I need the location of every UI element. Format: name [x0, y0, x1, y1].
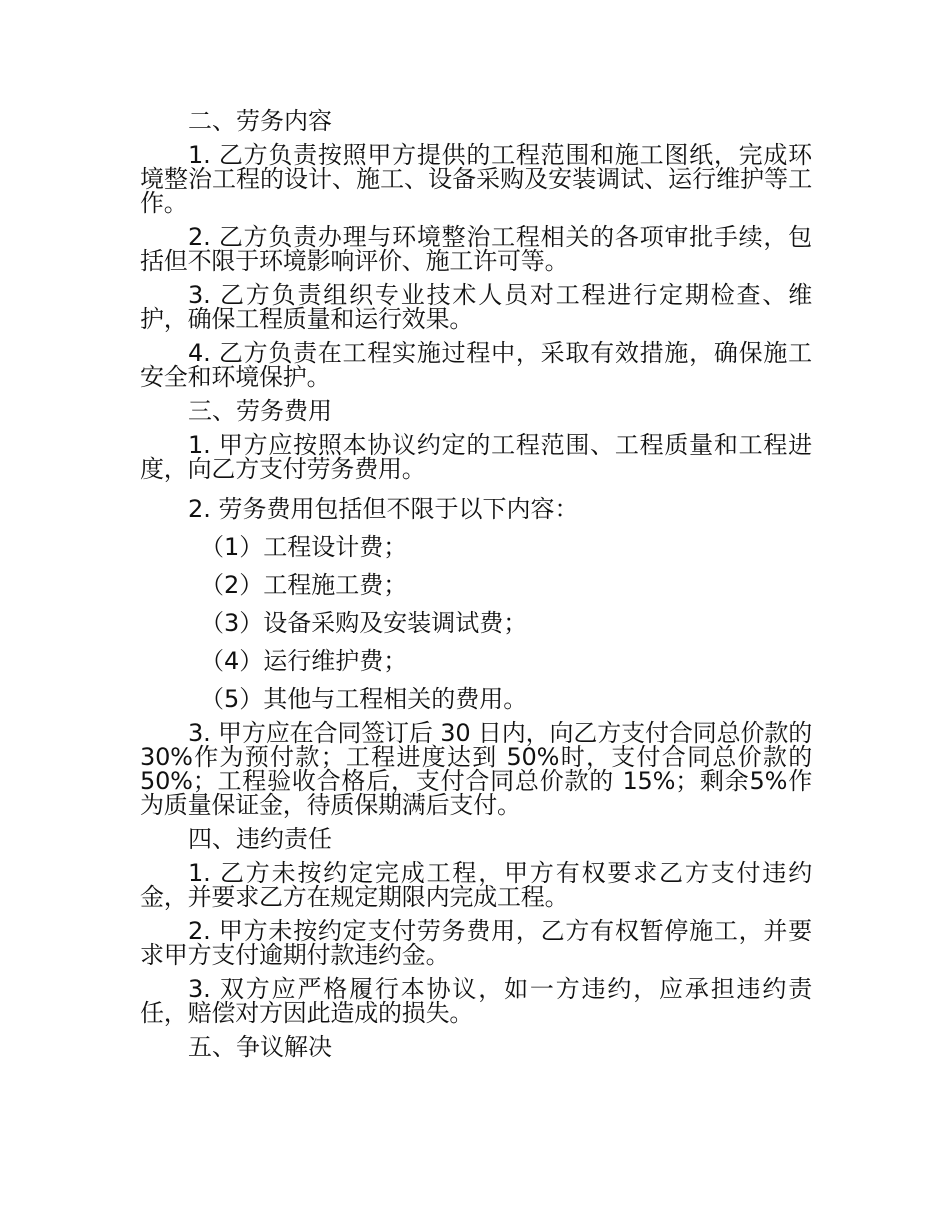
paragraph: 3. 甲方应在合同签订后 30 日内，向乙方支付合同总价款的 30%作为预付款；工程进度达到 50%时，支付合同总价款的 50%；工程验收合格后，支付合同总价款的 15%；剩余5%作为质量保证金，待质保期满后支付。 — [140, 719, 812, 819]
paragraph: 1. 乙方负责按照甲方提供的工程范围和施工图纸，完成环境整治工程的设计、施工、设备采购及安装调试、运行维护等工作。 — [140, 141, 812, 217]
paragraph: 3. 双方应严格履行本协议，如一方违约，应承担违约责任，赔偿对方因此造成的损失。 — [140, 975, 812, 1027]
list-item: （5）其他与工程相关的费用。 — [200, 685, 528, 713]
list-item: （3）设备采购及安装调试费； — [200, 609, 528, 637]
paragraph: 4. 乙方负责在工程实施过程中，采取有效措施，确保施工安全和环境保护。 — [140, 339, 812, 391]
document-body — [140, 103, 812, 1067]
list-item: （4）运行维护费； — [200, 647, 408, 675]
paragraph: 2. 甲方未按约定支付劳务费用，乙方有权暂停施工，并要求甲方支付逾期付款违约金。 — [140, 917, 812, 969]
section-heading-dispute: 五、争议解决 — [188, 1033, 332, 1061]
list-item: （1）工程设计费； — [200, 533, 408, 561]
paragraph: 3. 乙方负责组织专业技术人员对工程进行定期检查、维护，确保工程质量和运行效果。 — [140, 281, 812, 333]
section-heading-labor-fees: 三、劳务费用 — [188, 397, 332, 425]
paragraph: 2. 乙方负责办理与环境整治工程相关的各项审批手续，包括但不限于环境影响评价、施工许可等。 — [140, 223, 812, 275]
paragraph: 1. 甲方应按照本协议约定的工程范围、工程质量和工程进度，向乙方支付劳务费用。 — [140, 431, 812, 483]
paragraph: 1. 乙方未按约定完成工程，甲方有权要求乙方支付违约金，并要求乙方在规定期限内完成工程。 — [140, 859, 812, 911]
section-heading-liability: 四、违约责任 — [188, 825, 332, 853]
list-item: （2）工程施工费； — [200, 571, 408, 599]
section-heading-labor-content: 二、劳务内容 — [188, 107, 332, 135]
paragraph: 2. 劳务费用包括但不限于以下内容： — [188, 495, 579, 523]
